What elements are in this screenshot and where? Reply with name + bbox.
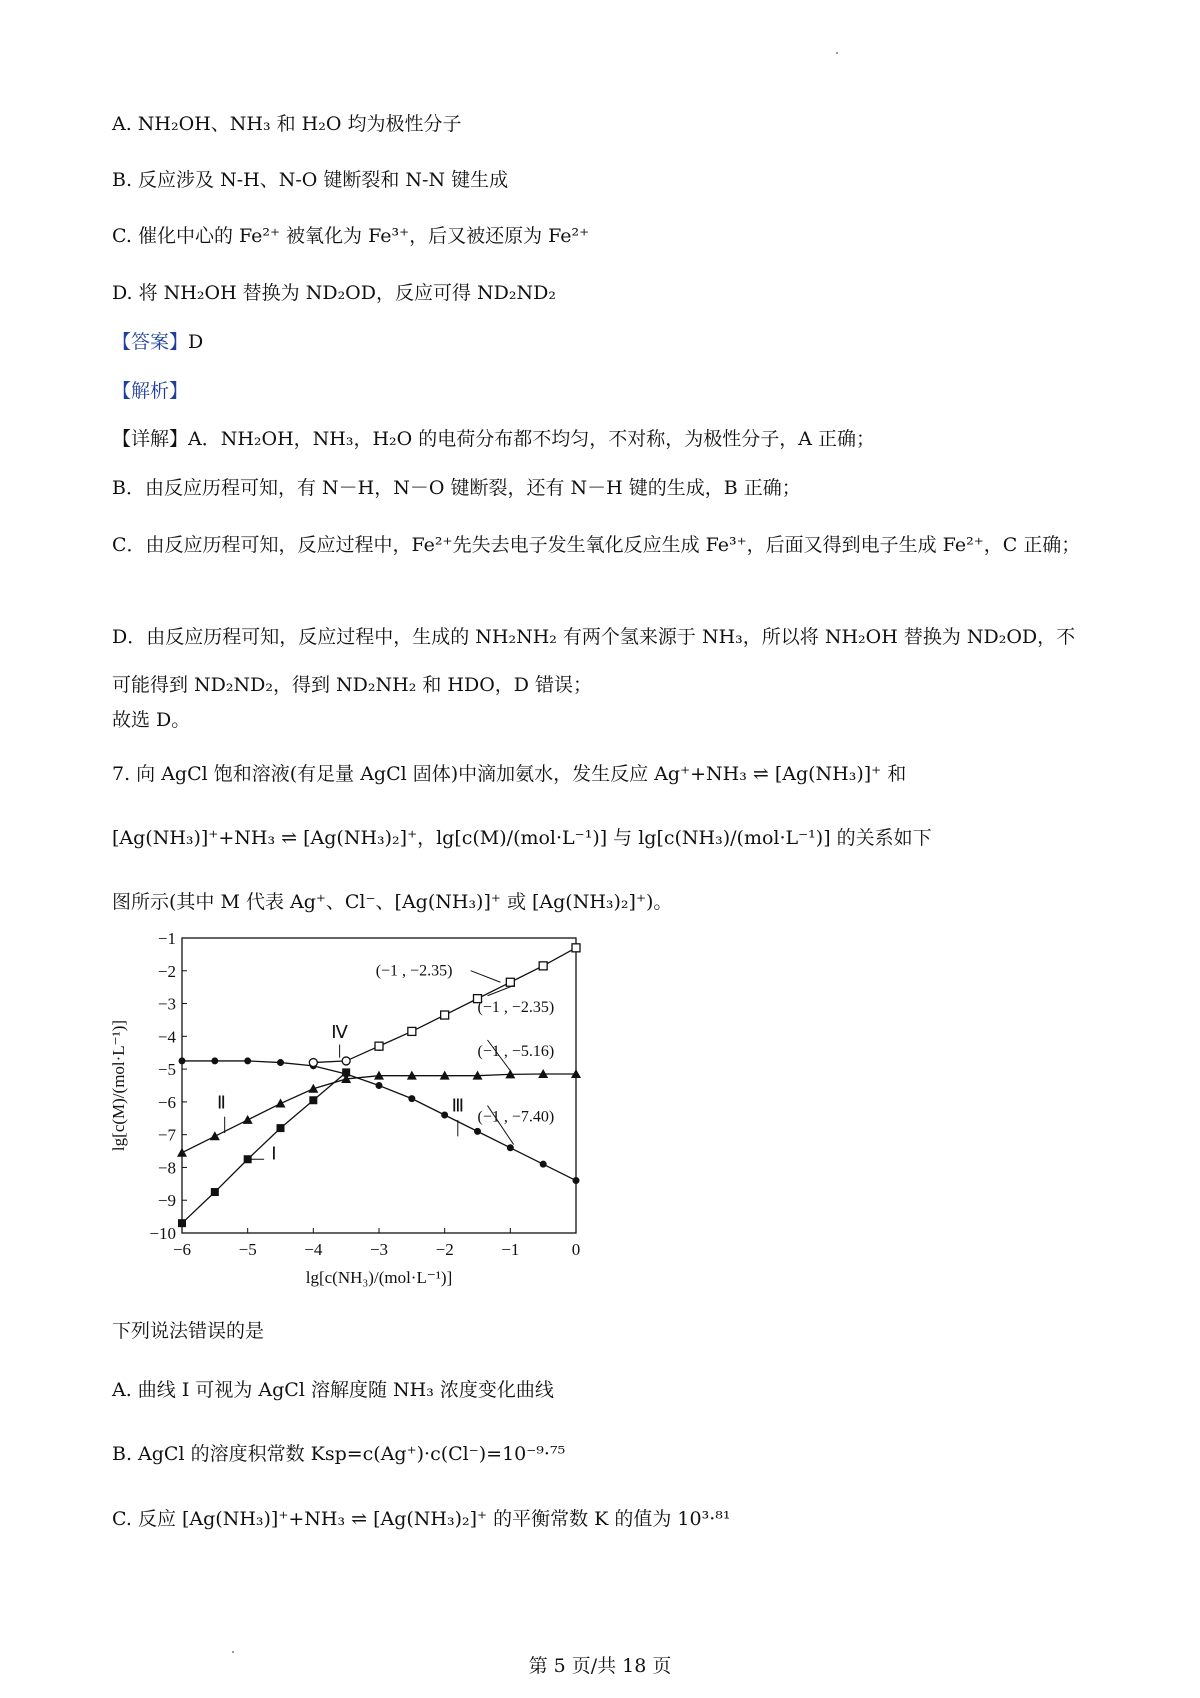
annotation-label: (−1 , −5.16): [477, 1043, 555, 1060]
answer-value: D: [188, 331, 204, 353]
explanation-b: B．由反应历程可知，有 N－H，N－O 键断裂，还有 N－H 键的生成，B 正确；: [112, 477, 801, 499]
series-point-IV: [342, 1057, 350, 1065]
x-tick-label: −3: [369, 1240, 389, 1259]
annotation-arrow: [471, 971, 501, 983]
explanation-a: 【详解】A．NH₂OH，NH₃，H₂O 的电荷分布都不均匀，不对称，为极性分子，A 正确；: [112, 428, 876, 450]
curve-label: Ⅳ: [331, 1021, 348, 1042]
x-tick-label: −5: [238, 1240, 257, 1259]
y-tick-label: −6: [157, 1092, 176, 1112]
answer-line: [112, 328, 203, 356]
series-point-III: [540, 1161, 547, 1168]
x-axis-label: lg[c(NH₃)/(mol·L⁻¹)]: [305, 1268, 453, 1287]
series-point-III: [507, 1144, 514, 1151]
series-point-II: [177, 1148, 187, 1157]
curve-label: Ⅱ: [216, 1092, 226, 1113]
y-axis-label: lg[c(M)/(mol·L⁻¹)]: [109, 1019, 128, 1152]
series-point-III: [441, 1112, 448, 1119]
x-tick-label: −1: [501, 1240, 520, 1259]
series-point-III: [277, 1059, 284, 1066]
x-tick-label: −6: [172, 1240, 192, 1259]
y-tick-label: −5: [157, 1060, 176, 1080]
page-footer: 第 5 页/共 18 页: [528, 1655, 672, 1677]
q7-stem-line3: 图所示(其中 M 代表 Ag⁺、Cl⁻、[Ag(NH₃)]⁺ 或 [Ag(NH₃)₂]⁺)。: [112, 891, 673, 913]
series-point-v: [408, 1027, 416, 1035]
y-tick-label: −8: [157, 1158, 176, 1178]
q7-option-c: C. 反应 [Ag(NH₃)]⁺+NH₃ ⇌ [Ag(NH₃)₂]⁺ 的平衡常数 K 的值为 10³·⁸¹: [112, 1508, 731, 1530]
q7-option-b: B. AgCl 的溶度积常数 Ksp=c(Ag⁺)·c(Cl⁻)=10⁻⁹·⁷⁵: [112, 1443, 566, 1465]
analysis-label: 【解析】: [112, 380, 189, 402]
series-point-IV: [309, 1059, 317, 1067]
series-point-v: [539, 962, 547, 970]
y-tick-label: −4: [157, 1027, 176, 1047]
y-tick-label: −2: [157, 961, 176, 981]
series-point-III: [474, 1128, 481, 1135]
q7-prompt: 下列说法错误的是: [112, 1320, 265, 1342]
series-point-III: [376, 1082, 383, 1089]
q7-stem-line1: 7. 向 AgCl 饱和溶液(有足量 AgCl 固体)中滴加氨水，发生反应 Ag⁺+NH₃ ⇌ [Ag(NH₃)]⁺ 和: [112, 763, 907, 785]
series-point-II: [210, 1131, 220, 1140]
x-tick-label: 0: [571, 1240, 581, 1259]
y-tick-label: −1: [157, 929, 176, 948]
q7-option-a: A. 曲线 I 可视为 AgCl 溶解度随 NH₃ 浓度变化曲线: [112, 1379, 554, 1401]
curve-label: Ⅰ: [271, 1143, 277, 1164]
option-c: C. 催化中心的 Fe²⁺ 被氧化为 Fe³⁺，后又被还原为 Fe²⁺: [112, 225, 590, 247]
option-d: D. 将 NH₂OH 替换为 ND₂OD，反应可得 ND₂ND₂: [112, 282, 556, 304]
y-tick-label: −10: [149, 1224, 176, 1243]
annotation-label: (−1 , −2.35): [375, 962, 453, 980]
q7-stem-line2: [Ag(NH₃)]⁺+NH₃ ⇌ [Ag(NH₃)₂]⁺，lg[c(M)/(mol·L⁻¹)] 与 lg[c(NH₃)/(mol·L⁻¹)] 的关系如下: [112, 827, 932, 849]
explanation-d: D．由反应历程可知，反应过程中，生成的 NH₂NH₂ 有两个氢来源于 NH₃，所以将 NH₂OH 替换为 ND₂OD，不可能得到 ND₂ND₂，得到 ND₂NH₂ 和 HDO，D 错误；: [112, 626, 1076, 696]
answer-label: 【答案】: [112, 331, 189, 353]
series-point-III: [179, 1057, 186, 1064]
figure-lg-plot: [108, 924, 608, 1314]
series-point-III: [211, 1057, 218, 1064]
series-point-I: [211, 1188, 219, 1196]
y-tick-label: −9: [157, 1191, 176, 1211]
option-a: A. NH₂OH、NH₃ 和 H₂O 均为极性分子: [112, 113, 462, 135]
series-point-v: [506, 978, 514, 986]
option-b: B. 反应涉及 N-H、N-O 键断裂和 N-N 键生成: [112, 169, 509, 191]
curve-label: Ⅲ: [451, 1095, 465, 1116]
explanation-conclusion: 故选 D。: [112, 709, 191, 731]
series-point-v: [441, 1011, 449, 1019]
series-point-I: [178, 1219, 186, 1227]
series-line-I: [182, 1072, 346, 1223]
y-tick-label: −3: [157, 994, 176, 1014]
series-point-III: [573, 1177, 580, 1184]
series-point-I: [277, 1124, 285, 1132]
series-point-III: [343, 1071, 350, 1078]
annotation-label: (−1 , −7.40): [477, 1108, 555, 1126]
explanation-c: C．由反应历程可知，反应过程中，Fe²⁺先失去电子发生氧化反应生成 Fe³⁺，后面又得到电子生成 Fe²⁺，C 正确；: [112, 534, 1081, 556]
annotation-label: (−1 , −2.35): [477, 998, 555, 1016]
series-point-II: [276, 1099, 286, 1108]
series-point-I: [309, 1096, 317, 1104]
series-point-v: [375, 1042, 383, 1050]
series-point-II: [243, 1115, 253, 1124]
series-point-v: [572, 944, 580, 952]
y-tick-label: −7: [157, 1125, 176, 1145]
x-tick-label: −4: [304, 1240, 323, 1259]
series-point-III: [244, 1057, 251, 1064]
series-point-III: [408, 1095, 415, 1102]
x-tick-label: −2: [435, 1240, 454, 1259]
